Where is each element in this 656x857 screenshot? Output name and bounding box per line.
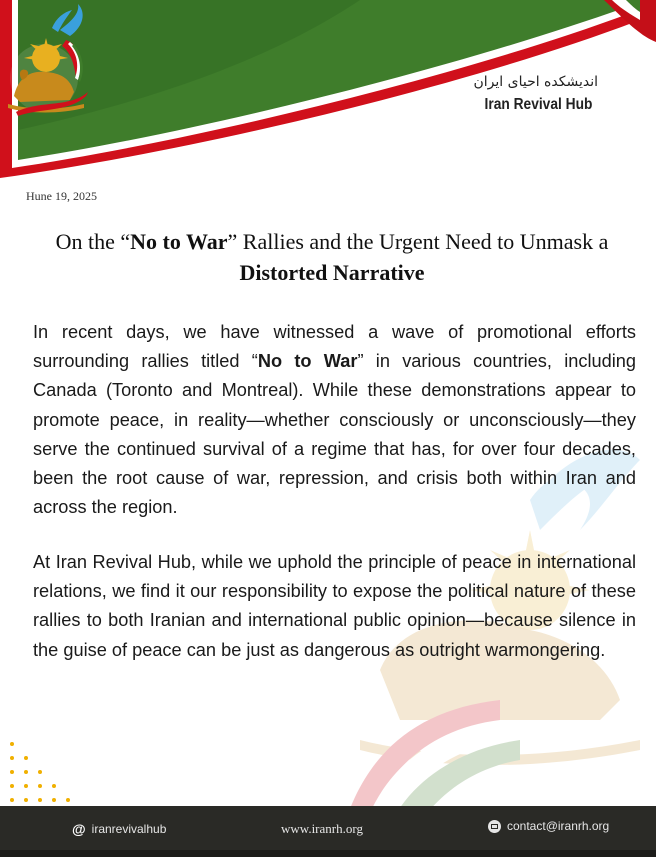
paragraph-1 xyxy=(33,318,636,522)
letterhead-banner xyxy=(0,0,656,190)
title-middle: ” Rallies and the Urgent Need to Unmask a xyxy=(227,229,609,254)
bottom-bar xyxy=(0,850,656,857)
document-date: Hune 19, 2025 xyxy=(26,189,97,203)
org-name-english: Iran Revival Hub xyxy=(484,96,592,113)
page-footer xyxy=(0,806,656,850)
letterhead xyxy=(0,0,656,190)
mail-icon xyxy=(488,820,501,833)
p1-text-start: In recent days, we have witnessed a wave of promotional efforts surrounding rallies titled “ xyxy=(33,322,636,372)
document-title xyxy=(30,226,634,288)
org-name-persian: اندیشکده احیای ایران xyxy=(473,74,598,90)
at-icon: @ xyxy=(72,821,86,837)
social-handle-text: iranrevivalhub xyxy=(91,822,167,836)
social-handle[interactable] xyxy=(72,821,166,837)
website-link[interactable]: www.iranrh.org xyxy=(281,821,363,836)
lion-and-sun-logo-icon xyxy=(0,0,92,118)
title-bold-phrase: No to War xyxy=(130,229,228,254)
email-link[interactable] xyxy=(488,819,609,833)
email-text: contact@iranrh.org xyxy=(507,819,610,833)
title-bold-ending: Distorted Narrative xyxy=(239,260,425,285)
p1-text-end: ” in various countries, including Canada (Toronto and Montreal). While these demonstrations appear to promote peace, in reality—whether consciously or unconsciously—they serve the continued survival of a regime that has, for over four decades, been the root cause of war, repression, and crisis both within Iran and across the region. xyxy=(33,351,636,518)
p1-bold-phrase: No to War xyxy=(257,351,358,372)
paragraph-2: At Iran Revival Hub, while we uphold the principle of peace in international relations, we find it our responsibility to expose the political nature of these rallies to both Iranian and international public opinion—because silence in the guise of peace can be just as dangerous as outright warmongering. xyxy=(33,552,636,660)
title-prefix: On the “ xyxy=(55,229,131,254)
